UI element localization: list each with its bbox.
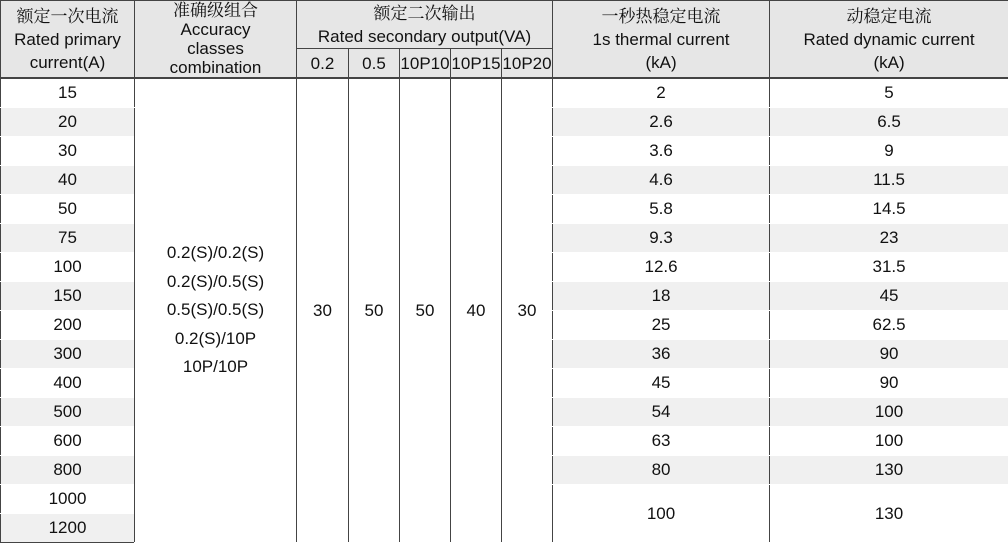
accuracy-combination: 0.2(S)/10P xyxy=(174,328,257,348)
primary-current-cell: 150 xyxy=(1,282,135,311)
dynamic-current-cell: 90 xyxy=(770,369,1008,398)
header-output-en: Rated secondary output(VA) xyxy=(317,26,532,46)
primary-current-cell: 300 xyxy=(1,340,135,369)
header-accuracy-cn: 准确级组合 xyxy=(173,1,258,20)
header-rated-primary-cn: 额定一次电流 xyxy=(16,6,119,26)
thermal-current-cell: 54 xyxy=(553,398,770,427)
primary-current-cell: 1200 xyxy=(1,514,135,543)
primary-current-cell: 100 xyxy=(1,253,135,282)
output-10p15-cell: 40 xyxy=(451,78,502,543)
dynamic-current-cell: 31.5 xyxy=(770,253,1008,282)
header-dynamic xyxy=(770,1,1008,79)
accuracy-combination: 10P/10P xyxy=(182,357,249,377)
thermal-current-cell: 25 xyxy=(553,311,770,340)
dynamic-current-cell: 100 xyxy=(770,427,1008,456)
header-accuracy-en2: classes xyxy=(187,39,244,58)
thermal-current-cell: 18 xyxy=(553,282,770,311)
table-row xyxy=(1,78,1008,108)
primary-current-cell: 1000 xyxy=(1,485,135,514)
accuracy-combination: 0.5(S)/0.5(S) xyxy=(166,300,265,320)
thermal-current-cell: 3.6 xyxy=(553,137,770,166)
thermal-current-cell: 12.6 xyxy=(553,253,770,282)
thermal-current-cell: 9.3 xyxy=(553,224,770,253)
primary-current-cell: 75 xyxy=(1,224,135,253)
primary-current-cell: 400 xyxy=(1,369,135,398)
accuracy-combination: 0.2(S)/0.2(S) xyxy=(166,243,265,263)
output-10p10-cell: 50 xyxy=(400,78,451,543)
thermal-current-cell: 63 xyxy=(553,427,770,456)
thermal-current-cell: 2.6 xyxy=(553,108,770,137)
primary-current-cell: 200 xyxy=(1,311,135,340)
dynamic-current-cell: 11.5 xyxy=(770,166,1008,195)
primary-current-cell: 20 xyxy=(1,108,135,137)
dynamic-current-cell: 62.5 xyxy=(770,311,1008,340)
header-output-10p20: 10P20 xyxy=(502,49,553,78)
header-thermal-en: 1s thermal current xyxy=(592,29,730,49)
thermal-current-cell: 36 xyxy=(553,340,770,369)
header-dynamic-cn: 动稳定电流 xyxy=(846,6,932,26)
dynamic-current-cell: 23 xyxy=(770,224,1008,253)
dynamic-current-cell: 14.5 xyxy=(770,195,1008,224)
output-10p20-cell: 30 xyxy=(502,78,553,543)
dynamic-current-cell: 45 xyxy=(770,282,1008,311)
dynamic-current-cell: 5 xyxy=(770,78,1008,108)
primary-current-cell: 30 xyxy=(1,137,135,166)
header-thermal-cn: 一秒热稳定电流 xyxy=(601,6,721,26)
thermal-current-cell: 45 xyxy=(553,369,770,398)
header-accuracy-en1: Accuracy xyxy=(180,20,251,39)
output-0.2-cell: 30 xyxy=(297,78,349,543)
thermal-current-cell: 100 xyxy=(553,485,770,543)
thermal-current-cell: 5.8 xyxy=(553,195,770,224)
header-accuracy-en3: combination xyxy=(169,58,262,77)
header-thermal-unit: (kA) xyxy=(645,52,677,72)
header-output-10p10: 10P10 xyxy=(400,49,451,78)
accuracy-combinations-cell xyxy=(135,78,297,543)
output-0.5-cell: 50 xyxy=(349,78,400,543)
dynamic-current-cell: 90 xyxy=(770,340,1008,369)
thermal-current-cell: 2 xyxy=(553,78,770,108)
primary-current-cell: 600 xyxy=(1,427,135,456)
header-dynamic-unit: (kA) xyxy=(873,52,905,72)
header-output-cn: 额定二次输出 xyxy=(373,3,476,23)
dynamic-current-cell: 6.5 xyxy=(770,108,1008,137)
accuracy-combination: 0.2(S)/0.5(S) xyxy=(166,271,265,291)
header-accuracy xyxy=(135,1,297,79)
header-output-10p15: 10P15 xyxy=(451,49,502,78)
header-dynamic-en: Rated dynamic current xyxy=(803,29,975,49)
header-rated-primary xyxy=(1,1,135,79)
thermal-current-cell: 4.6 xyxy=(553,166,770,195)
dynamic-current-cell: 9 xyxy=(770,137,1008,166)
primary-current-cell: 500 xyxy=(1,398,135,427)
dynamic-current-cell: 130 xyxy=(770,456,1008,485)
primary-current-cell: 50 xyxy=(1,195,135,224)
header-rated-primary-en2: current(A) xyxy=(29,52,106,72)
dynamic-current-cell: 100 xyxy=(770,398,1008,427)
header-thermal xyxy=(553,1,770,79)
dynamic-current-cell: 130 xyxy=(770,485,1008,543)
header-rated-primary-en1: Rated primary xyxy=(14,29,121,49)
primary-current-cell: 800 xyxy=(1,456,135,485)
header-output-0.5: 0.5 xyxy=(349,49,400,78)
thermal-current-cell: 80 xyxy=(553,456,770,485)
primary-current-cell: 40 xyxy=(1,166,135,195)
header-output-0.2: 0.2 xyxy=(297,49,349,78)
header-secondary-output xyxy=(297,1,553,49)
primary-current-cell: 15 xyxy=(1,78,135,108)
